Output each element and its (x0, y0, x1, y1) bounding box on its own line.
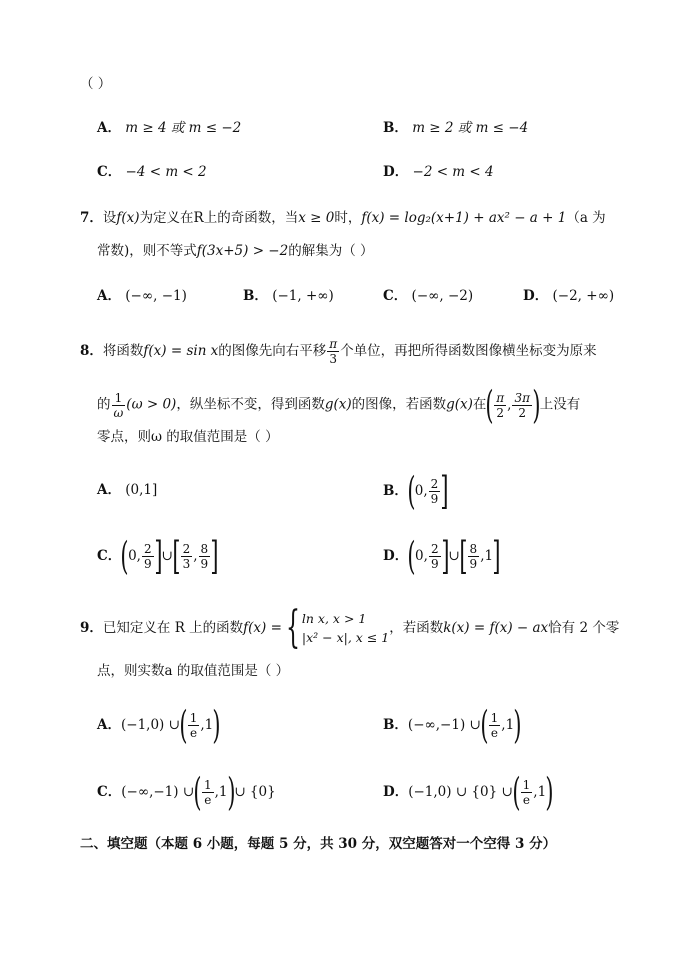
option-text: −4 < m < 2 (125, 164, 207, 180)
q9-kx: k(x) = f(x) − ax (443, 620, 549, 636)
option-label: B． (243, 288, 268, 304)
option-text: (−∞, −1) (125, 288, 187, 304)
q6-option-c (97, 162, 207, 182)
option-label: A． (97, 120, 121, 136)
q8-line1 (80, 337, 597, 366)
q8-text: 将函数 (102, 343, 144, 359)
option-label: C． (97, 548, 122, 564)
q6-paren: （ ） (80, 76, 112, 92)
option-label: D． (383, 164, 409, 180)
q8-text: 在 (472, 396, 487, 413)
q9-text: 恰有 2 个零 (548, 620, 620, 636)
q7-line1 (80, 208, 606, 228)
q6-option-b (383, 118, 528, 138)
option-label: D． (383, 548, 409, 564)
omega-fraction: $\frac{1}{\omega}$ (113, 390, 124, 420)
option-label: A． (97, 288, 121, 304)
option-text: (0,1] (125, 482, 158, 498)
question-number: 7． (80, 210, 103, 226)
q8-text: 的图像先向右平移 (218, 343, 327, 359)
q8-text: 的图像，若函数 (351, 396, 447, 413)
q7-option-d (523, 286, 614, 306)
q8-option-b: B．(0, $\frac{2}{9}$ ] (383, 469, 449, 513)
q9-text: 已知定义在 R 上的函数 (102, 620, 244, 636)
option-label: D． (523, 288, 549, 304)
interval-end: $\frac{3\pi}{2}$ (514, 390, 530, 420)
option-text: m ≥ 2 或 m ≤ −4 (412, 120, 529, 136)
q8-text: ，纵坐标不变，得到函数 (176, 396, 325, 413)
option-label: A． (97, 717, 121, 733)
q7-text: 为定义在R上的奇函数，当 (139, 210, 299, 226)
option-label: C． (383, 288, 408, 304)
q7-text: 设 (102, 210, 117, 226)
q7-option-a (97, 286, 187, 306)
q8-text: 上没有 (539, 396, 581, 413)
option-label: B． (383, 483, 408, 499)
q9-option-d: D．(−1,0) ∪ {0} ∪( $\frac{1}{e}$ ,1) (383, 770, 554, 814)
q8-option-d: D．(0, $\frac{2}{9}$ ]∪[ $\frac{8}{9}$ ,1] (383, 534, 501, 578)
q8-text: 个单位，再把所得函数图像横坐标变为原来 (340, 343, 597, 359)
close-paren: ) (532, 383, 541, 427)
q7-line2 (97, 241, 374, 261)
q9-option-a: A．(−1,0) ∪( $\frac{1}{e}$ ,1) (97, 703, 221, 747)
option-text: m ≥ 4 或 m ≤ −2 (125, 120, 242, 136)
q8-function: f(x) = sin x (143, 343, 219, 359)
omega-condition: (ω > 0) (126, 396, 177, 413)
shift-fraction: $\frac{\pi}{3}$ (329, 337, 338, 366)
option-label: B． (383, 717, 408, 733)
q7-text: 常数)，则不等式 (97, 243, 197, 259)
q9-option-b: B．(−∞,−1) ∪( $\frac{1}{e}$ ,1) (383, 703, 522, 747)
open-paren: ( (485, 383, 494, 427)
q8-line2: 的 $\frac{1}{\omega}$ (ω > 0)，纵坐标不变，得到函数g(x)的图像，若函数g(x)在( $\frac{\pi}{2}$ , $\frac{3\pi}{2}$ )上没有 (97, 383, 581, 427)
q7-text: 的解集为（ ） (288, 243, 374, 259)
question-number: 8． (80, 343, 103, 359)
q8-text: 的 (97, 396, 111, 413)
q7-text: 时， (334, 210, 362, 226)
q8-line3: 零点，则ω 的取值范围是（ ） (97, 429, 279, 445)
option-text: (−∞, −2) (411, 288, 474, 304)
option-label: D． (383, 784, 409, 800)
option-label: C． (97, 784, 122, 800)
option-label: B． (383, 120, 408, 136)
q6-option-d (383, 162, 494, 182)
q7-formula: f(x) = log₂(x+1) + ax² − a + 1 (361, 210, 567, 226)
q9-line2: 点，则实数a 的取值范围是（ ） (97, 663, 290, 679)
q7-inequality: f(3x+5) > −2 (196, 243, 289, 259)
q7-math: x ≥ 0 (298, 210, 335, 226)
case-brace: { (285, 602, 300, 653)
q9-option-c: C．(−∞,−1) ∪( $\frac{1}{e}$ ,1)∪ {0} (97, 770, 276, 814)
piecewise-cases: ln x, x > 1 |x² − x|, x ≤ 1 (301, 611, 390, 645)
option-text: (−2, +∞) (552, 288, 615, 304)
interval-start: $\frac{\pi}{2}$ (496, 390, 505, 420)
q6-option-a (97, 118, 241, 138)
option-text: −2 < m < 4 (412, 164, 494, 180)
q7-text: （a 为 (566, 210, 606, 226)
option-label: C． (97, 164, 122, 180)
section-title: 二、填空题（本题 6 小题，每题 5 分，共 30 分，双空题答对一个空得 3 分） (80, 836, 557, 852)
option-text: (−1, +∞) (272, 288, 334, 304)
q7-option-c (383, 286, 473, 306)
q7-option-b (243, 286, 334, 306)
q9-fx: f(x) = (243, 620, 282, 636)
q7-math: f(x) (116, 210, 140, 226)
option-label: A． (97, 482, 121, 498)
q8-option-c: C．(0, $\frac{2}{9}$ ]∪[ $\frac{2}{3}$ , $\frac{8}{9}$ ] (97, 534, 219, 578)
g-function: g(x) (446, 396, 473, 413)
question-number: 9． (80, 620, 103, 636)
q8-option-a (97, 480, 157, 500)
q9-line1 (80, 602, 620, 653)
g-function: g(x) (324, 396, 352, 413)
q9-text: ，若函数 (389, 620, 444, 636)
